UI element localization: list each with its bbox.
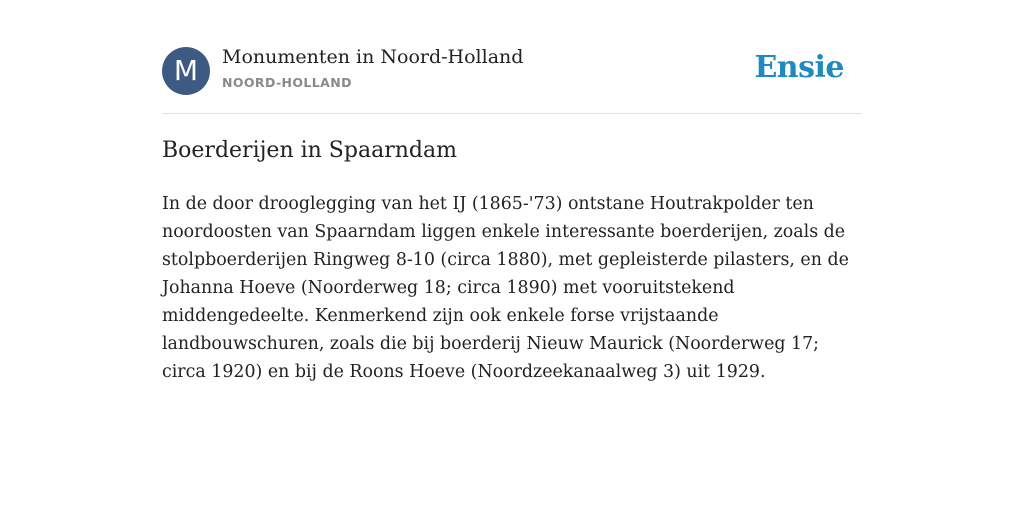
article-body: In de door drooglegging van het IJ (1865-'73) ontstane Houtrakpolder ten noordoosten van Spaarndam liggen enkele interessante boerderijen, zoals de stolpboerderijen Ringweg 8-10 (circa 1880), met gepleisterde pilasters, en de Johanna Hoeve (Noorderweg 18; circa 1890) met vooruitstekend middengedeelte. Kenmerkend zijn ook enkele forse vrijstaande landbouwschuren, zoals die bij boerderij Nieuw Maurick (Noorderweg 17; circa 1920) en bij de Roons Hoeve (Noordzeekanaalweg 3) uit 1929. xyxy=(162,194,849,382)
ensie-logo[interactable]: Ensie xyxy=(754,50,844,85)
source-title-link[interactable]: Monumenten in Noord-Holland xyxy=(222,46,524,68)
article-title: Boerderijen in Spaarndam xyxy=(162,138,457,163)
source-header xyxy=(162,46,862,96)
source-category-link[interactable]: NOORD-HOLLAND xyxy=(222,75,352,90)
header-divider xyxy=(162,113,862,114)
source-avatar[interactable]: M xyxy=(162,47,210,95)
